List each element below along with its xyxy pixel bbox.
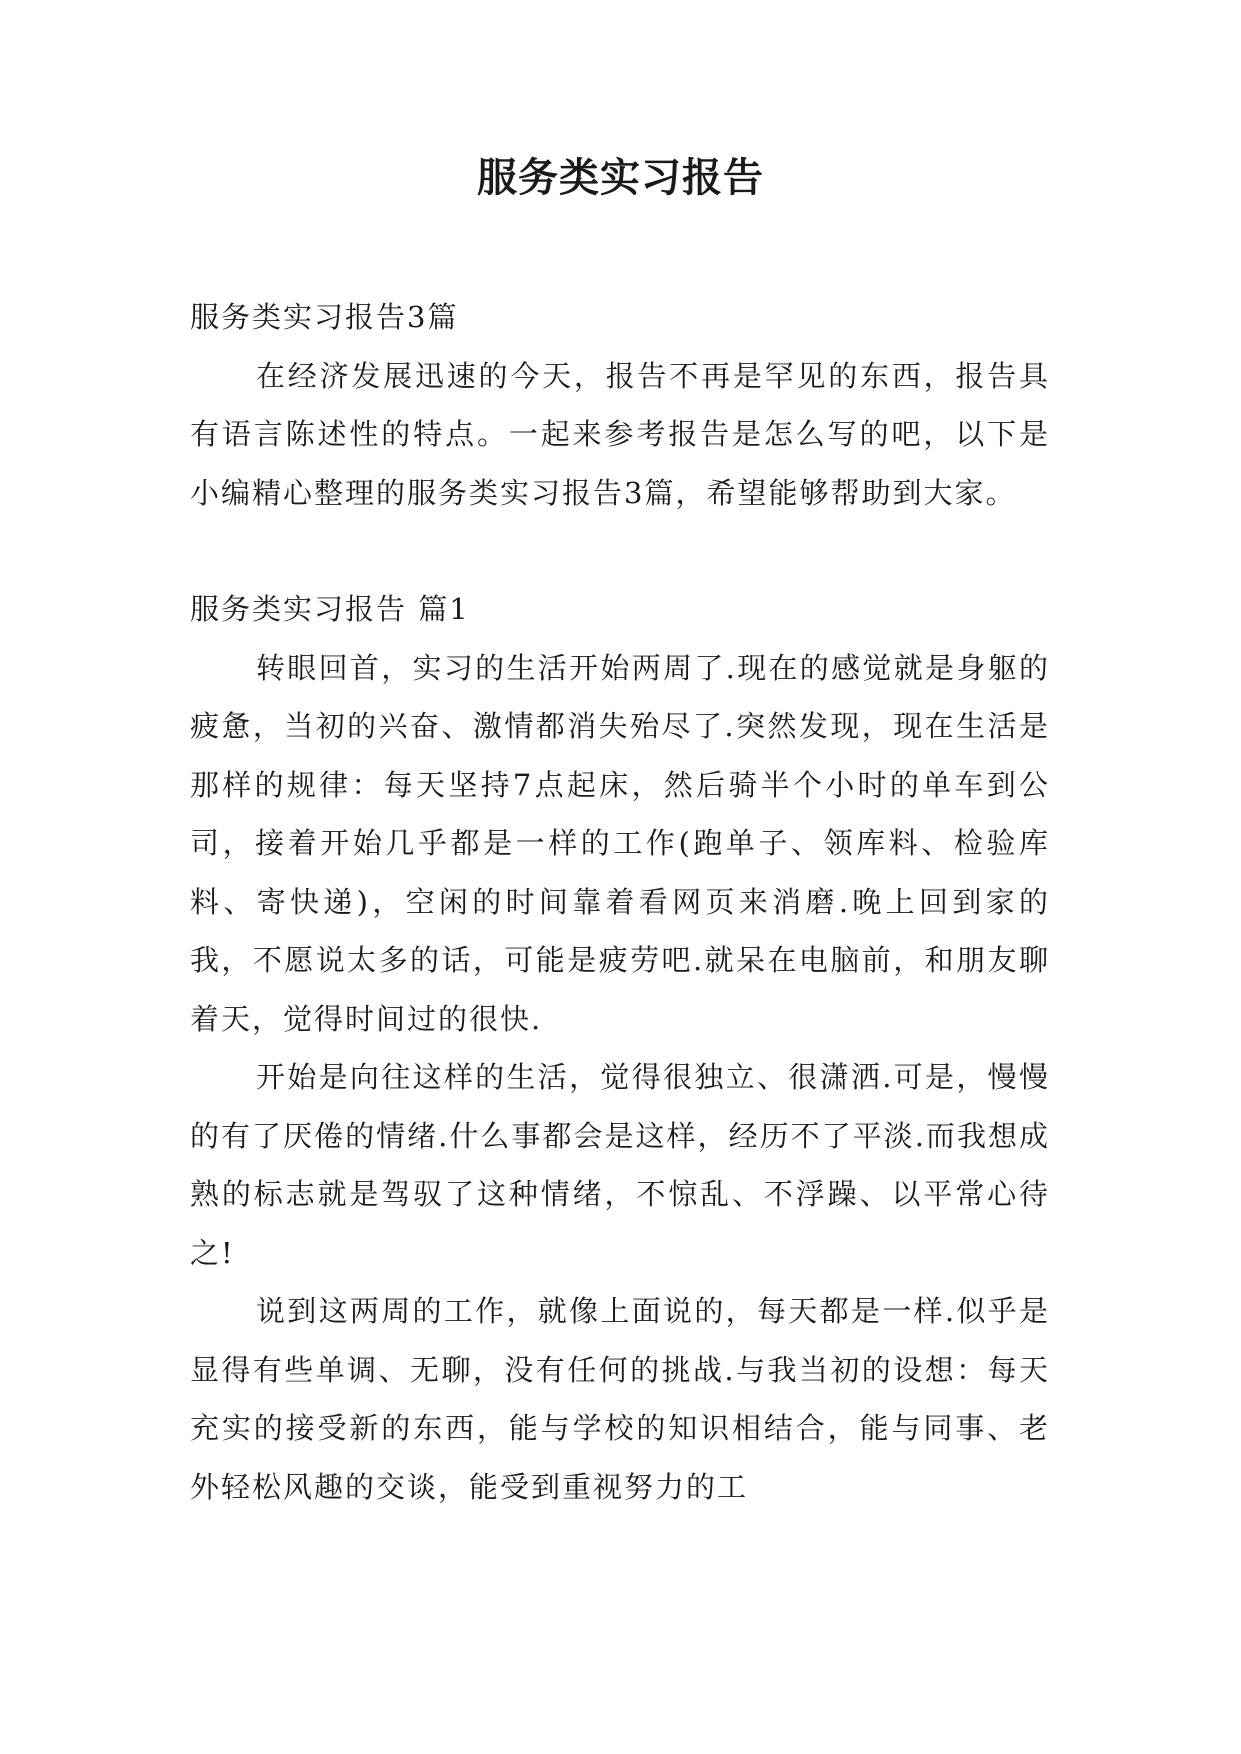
body-paragraph: 开始是向往这样的生活，觉得很独立、很潇洒.可是，慢慢的有了厌倦的情绪.什么事都会是这样，经历不了平淡.而我想成熟的标志就是驾驭了这种情绪，不惊乱、不浮躁、以平常心待之!	[190, 1060, 1050, 1270]
document-body	[190, 288, 1050, 1516]
section-gap	[190, 522, 1050, 580]
intro-paragraph: 在经济发展迅速的今天，报告不再是罕见的东西，报告具有语言陈述性的特点。一起来参考报告是怎么写的吧，以下是小编精心整理的服务类实习报告3篇，希望能够帮助到大家。	[190, 358, 1050, 510]
document-subtitle: 服务类实习报告3篇	[190, 300, 459, 334]
section-heading: 服务类实习报告 篇1	[190, 592, 470, 626]
body-paragraph: 说到这两周的工作，就像上面说的，每天都是一样.似乎是显得有些单调、无聊，没有任何的挑战.与我当初的设想：每天充实的接受新的东西，能与学校的知识相结合，能与同事、老外轻松风趣的交谈，能受到重视努力的工	[190, 1294, 1050, 1504]
body-paragraph: 转眼回首，实习的生活开始两周了.现在的感觉就是身躯的疲惫，当初的兴奋、激情都消失殆尽了.突然发现，现在生活是那样的规律：每天坚持7点起床，然后骑半个小时的单车到公司，接着开始几乎都是一样的工作(跑单子、领库料、检验库料、寄快递)，空闲的时间靠着看网页来消磨.晚上回到家的我，不愿说太多的话，可能是疲劳吧.就呆在电脑前，和朋友聊着天，觉得时间过的很快.	[190, 650, 1050, 1036]
document-title: 服务类实习报告	[477, 155, 764, 201]
